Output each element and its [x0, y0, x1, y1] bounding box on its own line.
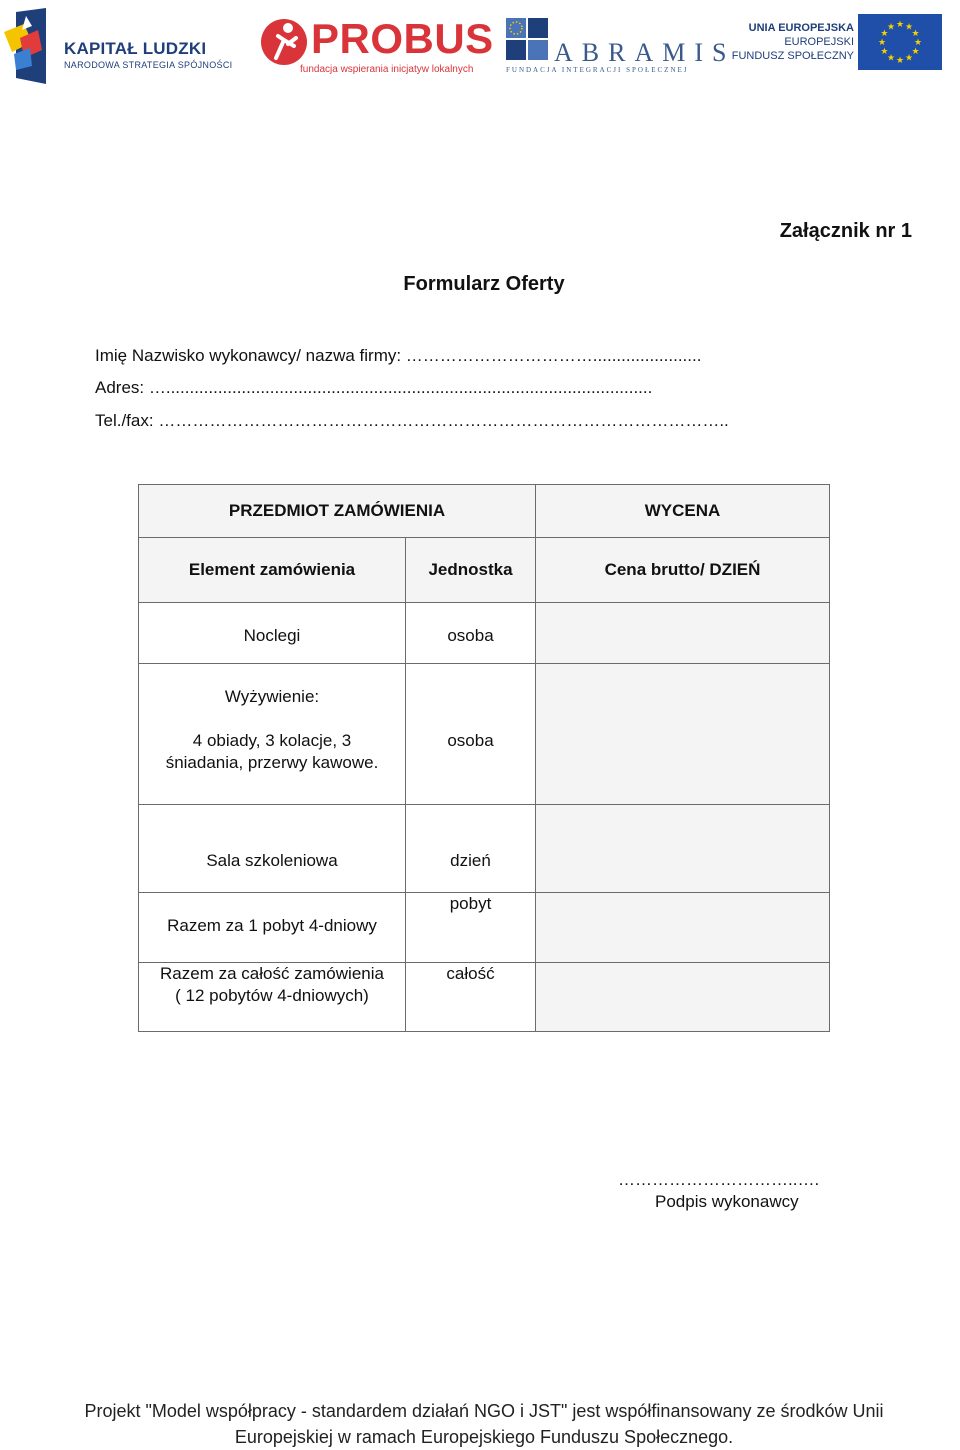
contractor-name-blank: …………………………….......................: [401, 346, 702, 365]
element-text: 4 obiady, 3 kolacje, 3: [192, 731, 352, 750]
eu-star-icon: ★: [911, 28, 920, 38]
unit-text: osoba: [447, 731, 494, 750]
unit-text: pobyt: [449, 894, 492, 913]
probus-name: PROBUS: [311, 15, 494, 62]
abramis-subtitle: FUNDACJA INTEGRACJI SPOŁECZNEJ: [506, 66, 689, 74]
abramis-logo: [502, 14, 736, 80]
footer-line-2: Europejskiej w ramach Europejskiego Funduszu Społecznego.: [234, 1427, 734, 1447]
eu-flag-icon: [858, 14, 942, 70]
document-title: Formularz Oferty: [403, 273, 565, 295]
probus-logo: [256, 14, 494, 80]
group-header-pricing: WYCENA: [535, 484, 830, 538]
unit-text: osoba: [447, 626, 494, 645]
price-cell: [535, 602, 830, 664]
table-row-element: [138, 892, 406, 963]
table-row-unit: [405, 663, 536, 805]
signature-line: …………………………..….: [618, 1170, 820, 1189]
element-text: Sala szkoleniowa: [206, 851, 338, 870]
column-header-element: Element zamówienia: [138, 537, 406, 603]
eu-star-icon: ★: [895, 55, 905, 65]
contractor-name-field: [95, 346, 701, 366]
abramis-squares-icon: [504, 16, 554, 64]
footer-line-1: Projekt "Model współpracy - standardem działań NGO i JST" jest współfinansowany ze środków Unii: [84, 1401, 884, 1421]
phone-fax-label: Tel./fax:: [95, 411, 154, 430]
eu-star-icon: ★: [895, 19, 905, 29]
eu-star-icon: ★: [877, 37, 887, 47]
element-text: Razem za 1 pobyt 4-dniowy: [167, 916, 377, 935]
unit-text: dzień: [450, 851, 491, 870]
element-text: śniadania, przerwy kawowe.: [165, 753, 379, 772]
column-header-unit: Jednostka: [405, 537, 536, 603]
table-row-unit: [405, 602, 536, 664]
price-cell: [535, 663, 830, 805]
table-row-element: [138, 962, 406, 1032]
unit-text: całość: [446, 964, 495, 983]
eu-star-icon: ★: [904, 21, 914, 32]
eu-line3: FUNDUSZ SPOŁECZNY: [731, 50, 854, 62]
table-row-element: [138, 804, 406, 893]
address-field: [95, 378, 652, 398]
eu-star-icon: ★: [913, 37, 923, 47]
eu-star-icon: ★: [880, 46, 889, 56]
table-row-element: [138, 602, 406, 664]
phone-fax-field: [95, 411, 729, 431]
price-cell: [535, 962, 830, 1032]
eu-star-icon: ★: [886, 21, 896, 32]
signature-label: Podpis wykonawcy: [655, 1192, 799, 1211]
address-blank: ….......................................................................................................: [144, 378, 653, 397]
table-row-element: [138, 663, 406, 805]
contractor-name-label: Imię Nazwisko wykonawcy/ nazwa firmy:: [95, 346, 402, 365]
element-text: Wyżywienie:: [224, 687, 320, 706]
table-row-unit: [405, 892, 536, 963]
address-label: Adres:: [95, 378, 145, 397]
group-header-subject: PRZEDMIOT ZAMÓWIENIA: [138, 484, 536, 538]
kapital-ludzki-subtitle: NARODOWA STRATEGIA SPÓJNOŚCI: [64, 60, 233, 70]
eu-logo: [730, 12, 946, 74]
kapital-ludzki-emblem-icon: [2, 8, 50, 84]
phone-fax-blank: ………………………………………………………………………………………..: [153, 411, 729, 430]
element-text: Noclegi: [243, 626, 301, 645]
column-header-price: Cena brutto/ DZIEŃ: [535, 537, 830, 603]
probus-subtitle: fundacja wspierania inicjatyw lokalnych: [300, 64, 474, 75]
probus-runner-icon: [258, 16, 310, 66]
abramis-name: ABRAMIS: [554, 38, 736, 67]
annex-number: Załącznik nr 1: [779, 220, 912, 242]
price-cell: [535, 892, 830, 963]
table-row-unit: [405, 804, 536, 893]
eu-line1: UNIA EUROPEJSKA: [748, 22, 854, 34]
eu-star-icon: ★: [880, 28, 889, 38]
element-text: Razem za całość zamówienia: [160, 964, 384, 983]
kapital-ludzki-name: KAPITAŁ LUDZKI: [64, 39, 207, 58]
offer-table: [138, 484, 830, 1032]
table-row-unit: [405, 962, 536, 1032]
eu-star-icon: ★: [904, 52, 914, 63]
kapital-ludzki-logo: [0, 6, 232, 86]
price-cell: [535, 804, 830, 893]
eu-line2: EUROPEJSKI: [784, 36, 854, 48]
element-text: ( 12 pobytów 4-dniowych): [175, 986, 369, 1005]
eu-star-icon: ★: [886, 52, 896, 63]
eu-star-icon: ★: [911, 46, 920, 56]
